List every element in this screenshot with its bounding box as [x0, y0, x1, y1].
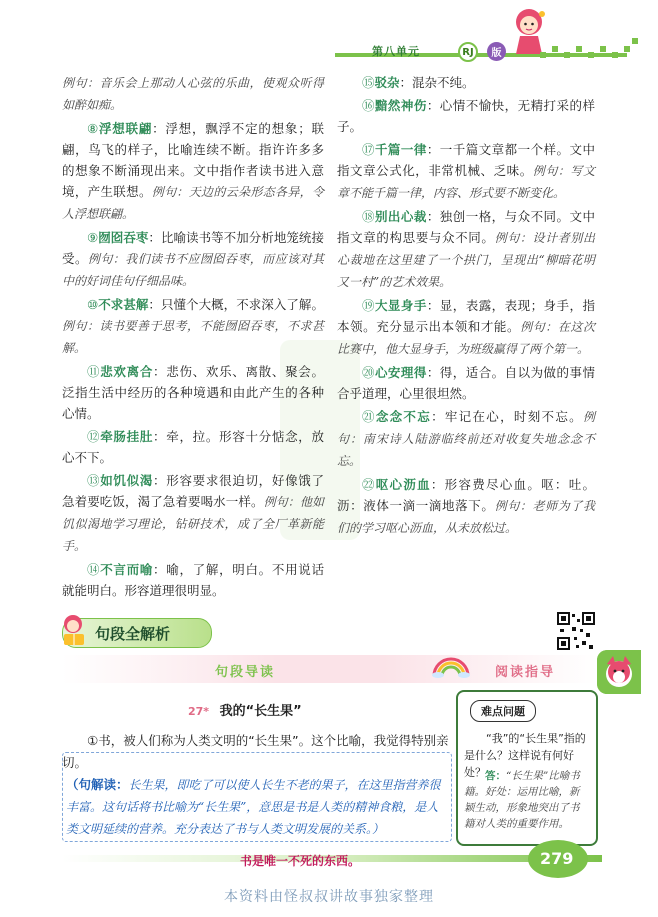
entry-4	[337, 295, 595, 360]
entry-7	[337, 474, 595, 539]
entry-number: ⑮	[362, 75, 375, 90]
rj-badge: RJ	[458, 42, 478, 62]
entry-number: ㉒	[362, 477, 376, 492]
entry-term: 悲欢离合	[100, 364, 154, 379]
entry-term: 呕心沥血	[375, 477, 431, 492]
footer-quote: 书是唯一不死的东西。	[240, 854, 361, 868]
entry-example: 例句：设计者别出心裁地在这里建了一个拱门，呈现出“柳暗花明又一村”的艺术效果。	[337, 231, 595, 289]
entry-2	[62, 227, 324, 292]
edition-badge: 版	[487, 42, 506, 61]
page-number: 279	[540, 849, 574, 868]
entry-term: 千篇一律	[374, 142, 427, 157]
entry-definition: ：只懂个大概，不求深入了解。	[148, 297, 324, 312]
credit-line: 本资料由怪叔叔讲故事独家整理	[224, 889, 434, 905]
article-title	[188, 700, 302, 719]
difficult-question-answer	[464, 768, 588, 832]
article-body	[62, 730, 452, 840]
entry-definition: ：喻，了解，明白。不用说话就能明白。形容道理很明显。	[62, 562, 324, 598]
entry-number: ⑨	[87, 230, 99, 245]
entry-number: ⑭	[87, 562, 101, 577]
entry-definition: ：得，适合。自以为做的事情合乎道理，心里很坦然。	[337, 365, 595, 401]
entry-term: 不言而喻	[100, 562, 154, 577]
entry-number: ⑰	[362, 142, 375, 157]
entry-4	[62, 361, 324, 424]
entry-number: ⑲	[362, 298, 375, 313]
article-sentence: ①书，被人们称为人类文明的“长生果”。这个比喻，我觉得特别亲切。	[62, 733, 449, 770]
entry-number: ⑳	[362, 365, 375, 380]
entry-definition: ：悲伤、欢乐、离散、聚会。泛指生活中经历的各种境遇和由此产生的各种心情。	[62, 364, 324, 421]
right-column	[337, 72, 595, 541]
entry-3	[337, 206, 595, 293]
entry-definition: ：混杂不纯。	[399, 75, 475, 90]
entry-term: 如饥似渴	[100, 473, 154, 488]
section-title: 句段全解析	[95, 625, 171, 643]
entry-example: 例句：老师为了我们的学习呕心沥血，从未放松过。	[337, 499, 595, 535]
entry-0	[337, 72, 595, 93]
entry-number: ㉑	[362, 409, 376, 424]
entry-number: ⑫	[87, 429, 101, 444]
entry-number: ⑯	[362, 98, 375, 113]
qr-code-icon[interactable]	[556, 611, 596, 651]
analysis-text	[62, 774, 452, 840]
guide-right-label: 阅读指导	[495, 665, 556, 680]
article-title-text: 我的“长生果”	[219, 704, 302, 719]
entry-number: ⑬	[87, 473, 101, 488]
entry-5	[62, 426, 324, 468]
entry-example: 例句：天边的云朵形态各异，令人浮想联翩。	[62, 185, 324, 221]
entry-number: ⑪	[87, 364, 101, 379]
entry-term: 大显身手	[374, 298, 427, 313]
entry-3	[62, 294, 324, 359]
entry-definition: ：浮想，飘浮不定的想象；联翩，鸟飞的样子，比喻连续不断。指许许多多的想象不断涌现出来。文中指作者读书进入意境，产生联想。	[62, 121, 324, 199]
entry-term: 驳杂	[374, 75, 400, 90]
entry-term: 心安理得	[374, 365, 427, 380]
difficult-question-tag: 难点问题	[470, 700, 536, 722]
analysis-label: （句解读：	[66, 777, 129, 792]
entry-number: ⑩	[87, 297, 99, 312]
entry-definition: ：比喻读书等不加分析地笼统接受。	[62, 230, 324, 266]
entry-text: 例句：音乐会上那动人心弦的乐曲，使观众听得如醉如痴。	[62, 76, 324, 112]
entry-example: 例句：我们读书不应囫囵吞枣，而应该对其中的好词佳句仔细品味。	[62, 252, 324, 288]
entry-term: 浮想联翩	[99, 121, 153, 136]
entry-definition: ：独创一格，与众不同。文中指文章的构思要与众不同。	[337, 209, 595, 245]
entry-definition: ：形容要求很迫切，好像饿了急着要吃饭，渴了急着要喝水一样。	[62, 473, 324, 509]
entry-term: 囫囵吞枣	[98, 230, 149, 245]
checker-decoration	[540, 36, 640, 62]
reading-girl-icon	[58, 612, 92, 648]
entry-definition: ：牢记在心，时刻不忘。	[431, 409, 583, 424]
entry-definition: ：形容费尽心血。呕：吐。沥：液体一滴一滴地落下。	[337, 477, 595, 513]
entry-6	[62, 470, 324, 557]
difficult-question-text: “我”的“长生果”指的是什么？这样说有何好处？	[464, 732, 586, 779]
entry-1	[62, 118, 324, 225]
entry-example: 例句：写文章不能千篇一律，内容、形式要不断变化。	[337, 164, 595, 200]
answer-text: “长生果”比喻书籍。好处：运用比喻，新颖生动，形象地突出了书籍对人类的重要作用。	[464, 770, 580, 830]
entry-term: 黯然神伤	[374, 98, 427, 113]
entry-7	[62, 559, 324, 601]
guide-left-label: 句段导读	[215, 665, 276, 680]
entry-definition: ：一千篇文章都一个样。文中指文章公式化，非常机械、乏味。	[337, 142, 595, 178]
entry-example: 例句：他如饥似渴地学习理论，钻研技术，成了全厂革新能手。	[62, 495, 324, 553]
entry-definition: ：心情不愉快，无精打采的样子。	[337, 98, 595, 134]
entry-definition: ：牵，拉。形容十分惦念，放心不下。	[62, 429, 324, 465]
entry-example: 例句：在这次比赛中，他大显身手，为班级赢得了两个第一。	[337, 320, 595, 356]
entry-6	[337, 406, 595, 472]
entry-definition: ：显，表露，表现；身手，指本领。充分显示出本领和才能。	[337, 298, 595, 334]
unit-label: 第八单元	[372, 45, 420, 58]
entry-term: 不求甚解	[98, 297, 149, 312]
rainbow-icon	[430, 654, 472, 678]
analysis-content: 长生果，即吃了可以使人长生不老的果子，在这里指营养很丰富。这句话将书比喻为“长生果”，意思是书是人类的精神食粮，是人类文明延续的营养。充分表达了书与人类文明发展的关系。）	[66, 778, 441, 836]
entry-number: ⑱	[362, 209, 375, 224]
article-number: 27*	[188, 705, 210, 718]
entry-0	[62, 72, 324, 116]
fox-mascot-icon	[597, 650, 641, 694]
entry-example: 例句：南宋诗人陆游临终前还对收复失地念念不忘。	[337, 410, 595, 468]
answer-label: 答：	[485, 770, 506, 782]
entry-term: 牵肠挂肚	[100, 429, 154, 444]
left-column	[62, 72, 324, 603]
entry-term: 念念不忘	[375, 409, 432, 424]
entry-5	[337, 362, 595, 404]
entry-term: 别出心裁	[374, 209, 427, 224]
entry-1	[337, 95, 595, 137]
entry-2	[337, 139, 595, 204]
entry-number: ⑧	[87, 121, 99, 136]
entry-example: 例句：读书要善于思考，不能囫囵吞枣，不求甚解。	[62, 319, 324, 355]
